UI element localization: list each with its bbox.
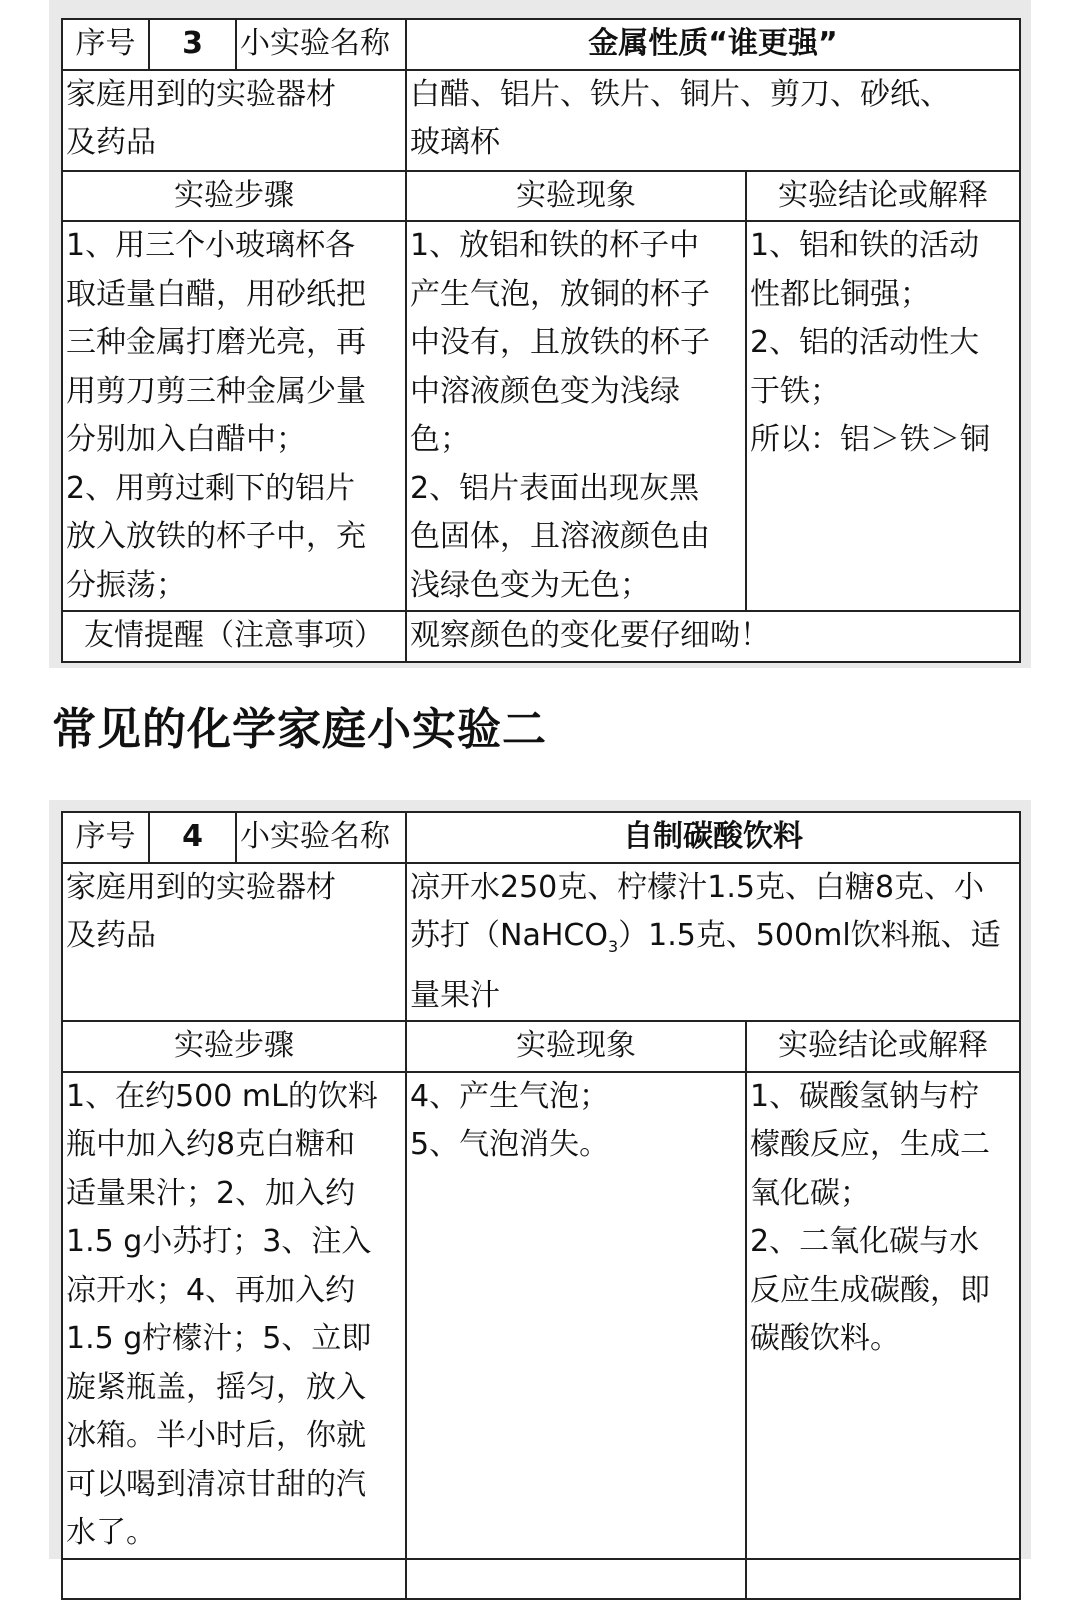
col-header-steps: 实验步骤 [62,171,406,222]
steps-cell: 1、用三个小玻璃杯各 取适量白醋，用砂纸把 三种金属打磨光亮，再 用剪刀剪三种金属少量 分别加入白醋中； 2、用剪过剩下的铝片 放入放铁的杯子中，充 分振荡； [62,221,406,611]
col-header-phenomena: 实验现象 [406,1021,746,1072]
col-header-conclusion: 实验结论或解释 [746,171,1020,222]
experiment-name-label: 小实验名称 [236,812,406,863]
section-title: 常见的化学家庭小实验二 [52,704,547,755]
col-header-steps: 实验步骤 [62,1021,406,1072]
conclusion-cell: 1、铝和铁的活动 性都比铜强； 2、铝的活动性大 于铁； 所以：铝＞铁＞铜 [746,221,1020,611]
experiment-table-4 [61,811,1021,1600]
experiment-table-3 [61,18,1021,663]
phenomena-cell: 4、产生气泡； 5、气泡消失。 [406,1072,746,1559]
serial-number: 3 [149,19,236,70]
serial-number: 4 [149,812,236,863]
experiment-name-label: 小实验名称 [236,19,406,70]
materials-label: 家庭用到的实验器材 及药品 [62,70,406,171]
cut-off-row-cell [746,1559,1020,1599]
conclusion-cell: 1、碳酸氢钠与柠 檬酸反应，生成二 氧化碳； 2、二氧化碳与水 反应生成碳酸，即 碳酸饮料。 [746,1072,1020,1559]
serial-label: 序号 [62,812,149,863]
cut-off-row-cell [62,1559,406,1599]
col-header-conclusion: 实验结论或解释 [746,1021,1020,1072]
cut-off-row-cell [406,1559,746,1599]
reminder-label: 友情提醒（注意事项） [62,611,406,662]
experiment-name: 金属性质“谁更强” [406,19,1020,70]
materials-list: 白醋、铝片、铁片、铜片、剪刀、砂纸、 玻璃杯 [406,70,1020,171]
col-header-phenomena: 实验现象 [406,171,746,222]
materials-label: 家庭用到的实验器材 及药品 [62,863,406,1022]
serial-label: 序号 [62,19,149,70]
experiment-name: 自制碳酸饮料 [406,812,1020,863]
phenomena-cell: 1、放铝和铁的杯子中 产生气泡，放铜的杯子 中没有，且放铁的杯子 中溶液颜色变为浅绿 色； 2、铝片表面出现灰黑 色固体，且溶液颜色由 浅绿色变为无色； [406,221,746,611]
steps-cell: 1、在约500 mL的饮料 瓶中加入约8克白糖和 适量果汁；2、加入约 1.5 g小苏打；3、注入 凉开水；4、再加入约 1.5 g柠檬汁；5、立即 旋紧瓶盖，摇匀，放入 冰箱。半小时后，你就 可以喝到清凉甘甜的汽 水了。 [62,1072,406,1559]
materials-list: 凉开水250克、柠檬汁1.5克、白糖8克、小 苏打（NaHCO$_3$）1.5克、500ml饮料瓶、适 量果汁 [406,863,1020,1022]
reminder-text: 观察颜色的变化要仔细呦！ [406,611,1020,662]
